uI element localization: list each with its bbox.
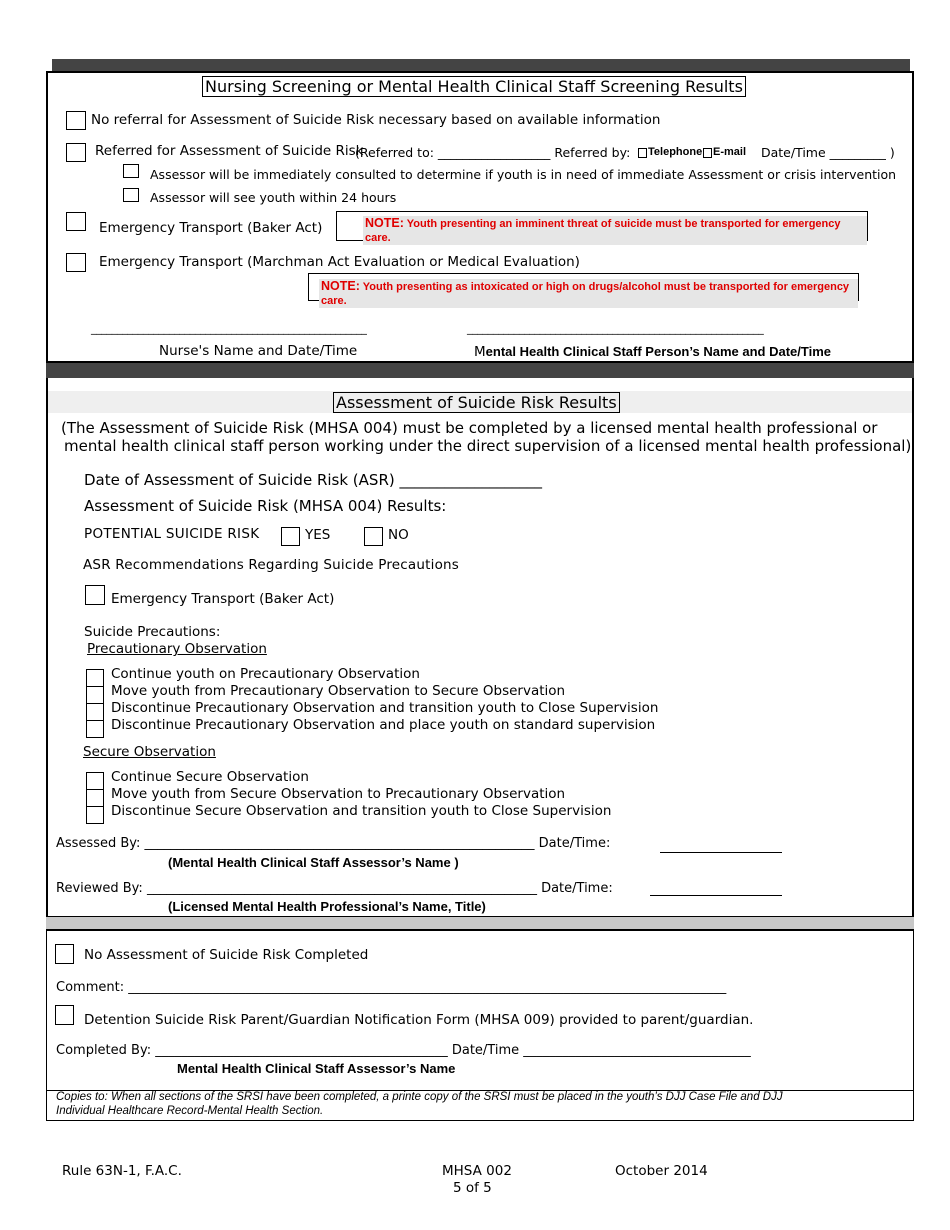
- no-assessment-label: No Assessment of Suicide Risk Completed: [84, 947, 369, 963]
- comment-field: Comment: ____________________________________________________________________________________________: [56, 980, 727, 995]
- within-24-checkbox[interactable]: [123, 188, 139, 202]
- risk-no-label: NO: [388, 527, 409, 543]
- assessment-title: Assessment of Suicide Risk Results: [333, 392, 620, 413]
- precautionary-item-2: Move youth from Precautionary Observation to Secure Observation: [111, 683, 566, 699]
- nurse-name-caption: Nurse's Name and Date/Time: [159, 343, 358, 359]
- screening-bottom-bar: [46, 363, 914, 378]
- screening-title: Nursing Screening or Mental Health Clinical Staff Screening Results: [202, 76, 746, 97]
- telephone-checkbox[interactable]: [638, 148, 647, 158]
- secure-checkbox-1[interactable]: [86, 772, 104, 790]
- notification-checkbox[interactable]: [55, 1005, 74, 1025]
- secure-item-2: Move youth from Secure Observation to Precautionary Observation: [111, 786, 566, 802]
- precautionary-item-4: Discontinue Precautionary Observation and place youth on standard supervision: [111, 717, 656, 733]
- no-referral-label: No referral for Assessment of Suicide Risk necessary based on available information: [91, 112, 661, 128]
- email-checkbox[interactable]: [703, 148, 712, 158]
- assessed-by-caption: (Mental Health Clinical Staff Assessor’s Name ): [168, 855, 459, 870]
- consult-label: Assessor will be immediately consulted to determine if youth is in need of immediate Assessment or crisis intervention: [150, 167, 897, 182]
- assessed-by-field: Assessed By: ____________________________________________________________ Date/Time:: [56, 836, 611, 851]
- copies-note-line1: Copies to: When all sections of the SRSI have been completed, a printe copy of the SRSI must be placed in the youth’s DJJ Case File and DJJ: [56, 1091, 783, 1103]
- note-imminent-text: Youth presenting an imminent threat of suicide must be transported for emergency care.: [365, 218, 841, 244]
- copies-note-line2: Individual Healthcare Record-Mental Health Section.: [56, 1105, 324, 1117]
- assessment-intro-line2: mental health clinical staff person working under the direct supervision of a licensed mental health professional): [64, 437, 912, 455]
- assessed-datetime-line[interactable]: [660, 852, 782, 853]
- assessment-intro-line1: (The Assessment of Suicide Risk (MHSA 004) must be completed by a licensed mental health professional or: [61, 419, 878, 437]
- secure-checkbox-2[interactable]: [86, 789, 104, 807]
- completed-by-field: Completed By: _____________________________________________ Date/Time ___________________________________: [56, 1043, 751, 1058]
- notification-label: Detention Suicide Risk Parent/Guardian Notification Form (MHSA 009) provided to parent/guardian.: [84, 1012, 754, 1028]
- mh-staff-caption-m: M: [474, 344, 486, 360]
- referred-datetime-field: Date/Time _________ ): [761, 145, 895, 160]
- asr-date-field: Date of Assessment of Suicide Risk (ASR) ___________________: [84, 471, 542, 489]
- note-intoxicated-text: Youth presenting as intoxicated or high on drugs/alcohol must be transported for emergency care.: [321, 281, 850, 307]
- referred-label: Referred for Assessment of Suicide Risk: [95, 143, 364, 159]
- referred-checkbox[interactable]: [66, 143, 86, 162]
- reviewed-by-field: Reviewed By: ____________________________________________________________ Date/Time:: [56, 881, 613, 896]
- completed-by-caption: Mental Health Clinical Staff Assessor’s Name: [177, 1061, 456, 1076]
- marchman-checkbox[interactable]: [66, 253, 86, 272]
- secure-heading: Secure Observation: [83, 744, 216, 760]
- footer-rule: Rule 63N-1, F.A.C.: [62, 1163, 182, 1179]
- baker-act-label: Emergency Transport (Baker Act): [99, 220, 323, 236]
- mh-staff-name-caption: [474, 344, 831, 360]
- referred-to-field: (Referred to: __________________ Referred by:: [355, 145, 631, 160]
- no-referral-checkbox[interactable]: [66, 111, 86, 130]
- note-imminent-label: NOTE:: [365, 216, 404, 230]
- note-intoxicated-label: NOTE:: [321, 279, 360, 293]
- nurse-signature-line: _____________________________________________________: [91, 322, 367, 335]
- precautionary-checkbox-4[interactable]: [86, 720, 104, 738]
- asr-results-label: Assessment of Suicide Risk (MHSA 004) Results:: [84, 497, 447, 515]
- footer-date: October 2014: [615, 1163, 708, 1179]
- precautionary-heading: Precautionary Observation: [87, 641, 267, 657]
- marchman-label: Emergency Transport (Marchman Act Evaluation or Medical Evaluation): [99, 254, 580, 270]
- footer-page: 5 of 5: [453, 1180, 492, 1196]
- baker-act-checkbox[interactable]: [66, 212, 86, 231]
- reviewed-by-caption: (Licensed Mental Health Professional’s Name, Title): [168, 899, 486, 914]
- telephone-label: Telephone: [648, 146, 703, 158]
- assessment-bottom-bar: [46, 917, 914, 931]
- precautionary-item-1: Continue youth on Precautionary Observation: [111, 666, 420, 682]
- consult-checkbox[interactable]: [123, 164, 139, 178]
- risk-no-checkbox[interactable]: [364, 527, 383, 546]
- asr-baker-act-checkbox[interactable]: [85, 585, 105, 605]
- precautionary-item-3: Discontinue Precautionary Observation and transition youth to Close Supervision: [111, 700, 659, 716]
- note-intoxicated: [308, 273, 859, 307]
- risk-yes-label: YES: [305, 527, 331, 543]
- suicide-precautions-label: Suicide Precautions:: [84, 624, 221, 640]
- asr-recommendations-label: ASR Recommendations Regarding Suicide Precautions: [83, 557, 460, 573]
- potential-risk-label: POTENTIAL SUICIDE RISK: [84, 526, 260, 542]
- screening-top-bar: [52, 59, 910, 71]
- secure-checkbox-3[interactable]: [86, 806, 104, 824]
- precautionary-checkbox-3[interactable]: [86, 703, 104, 721]
- asr-baker-act-label: Emergency Transport (Baker Act): [111, 591, 335, 607]
- risk-yes-checkbox[interactable]: [281, 527, 300, 546]
- precautionary-checkbox-2[interactable]: [86, 686, 104, 704]
- reviewed-datetime-line[interactable]: [650, 895, 782, 896]
- secure-item-3: Discontinue Secure Observation and transition youth to Close Supervision: [111, 803, 612, 819]
- secure-item-1: Continue Secure Observation: [111, 769, 309, 785]
- precautionary-checkbox-1[interactable]: [86, 669, 104, 687]
- within-24-label: Assessor will see youth within 24 hours: [150, 190, 397, 205]
- no-assessment-checkbox[interactable]: [55, 944, 74, 964]
- email-label: E-mail: [713, 146, 747, 158]
- mh-staff-signature-line: _________________________________________________________: [467, 322, 764, 335]
- mh-staff-caption-rest: ental Health Clinical Staff Person’s Name and Date/Time: [485, 344, 831, 359]
- note-imminent-threat: [336, 211, 868, 244]
- footer-form-number: MHSA 002: [442, 1163, 512, 1179]
